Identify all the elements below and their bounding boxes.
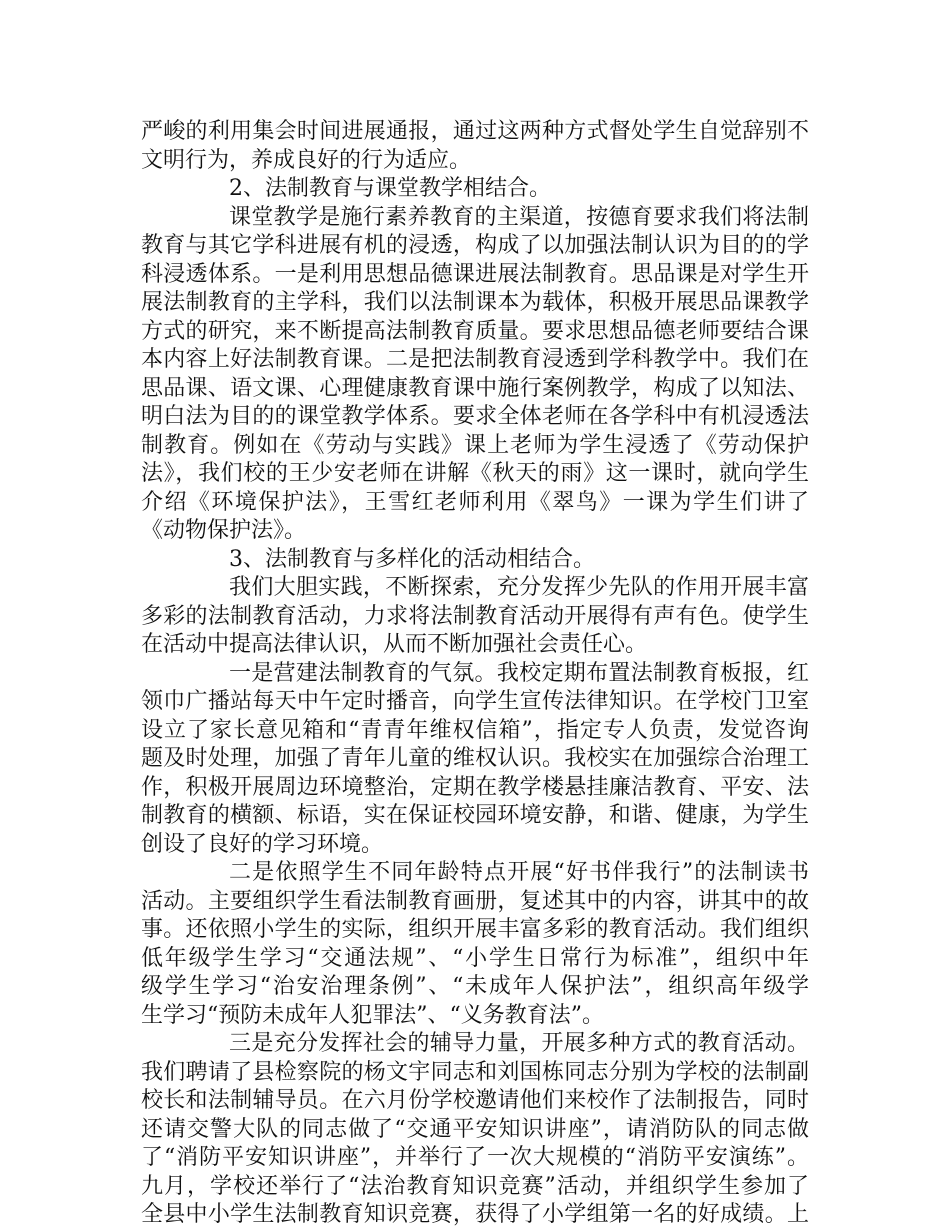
text-line: 一是营建法制教育的气氛。我校定期布置法制教育板报，红 bbox=[229, 660, 809, 686]
text-line: 课堂教学是施行素养教育的主渠道，按德育要求我们将法制 bbox=[229, 204, 809, 230]
document-body bbox=[141, 118, 809, 1230]
text-line: 了“消防平安知识讲座”，并举行了一次大规模的“消防平安演练”。 bbox=[141, 1145, 809, 1170]
text-line: 文明行为，养成良好的行为适应。 bbox=[141, 147, 472, 173]
text-line: 在活动中提高法律认识，从而不断加强社会责任心。 bbox=[141, 632, 648, 657]
section-heading: 3、法制教育与多样化的活动相结合。 bbox=[229, 546, 595, 572]
text-line: 领巾广播站每天中午定时播音，向学生宣传法律知识。在学校门卫室 bbox=[141, 689, 809, 714]
text-line: 低年级学生学习“交通法规”、“小学生日常行为标准”，组织中年 bbox=[141, 945, 809, 971]
text-line: 制教育。例如在《劳动与实践》课上老师为学生浸透了《劳动保护 bbox=[141, 432, 809, 458]
section-heading: 2、法制教育与课堂教学相结合。 bbox=[229, 176, 551, 201]
text-line: 题及时处理，加强了青年儿童的维权认识。我校实在加强综合治理工 bbox=[141, 746, 809, 771]
text-line: 级学生学习“治安治理条例”、“未成年人保护法”，组织高年级学 bbox=[141, 974, 809, 999]
text-line: 法》，我们校的王少安老师在讲解《秋天的雨》这一课时，就向学生 bbox=[141, 461, 809, 486]
text-line: 《动物保护法》。 bbox=[141, 518, 307, 543]
text-line: 二是依照学生不同年龄特点开展“好书伴我行”的法制读书 bbox=[229, 860, 809, 885]
text-line: 我们聘请了县检察院的杨文宇同志和刘国栋同志分别为学校的法制副 bbox=[141, 1059, 809, 1085]
text-line: 科浸透体系。一是利用思想品德课进展法制教育。思品课是对学生开 bbox=[141, 261, 809, 287]
text-line: 校长和法制辅导员。在六月份学校邀请他们来校作了法制报告，同时 bbox=[141, 1088, 809, 1113]
text-line: 方式的研究，来不断提高法制教育质量。要求思想品德老师要结合课 bbox=[141, 318, 809, 344]
text-line: 教育与其它学科进展有机的浸透，构成了以加强法制认识为目的的学 bbox=[141, 233, 809, 258]
text-line: 还请交警大队的同志做了“交通平安知识讲座”，请消防队的同志做 bbox=[141, 1116, 809, 1142]
text-line: 全县中小学生法制教育知识竞赛，获得了小学组第一名的好成绩。上 bbox=[141, 1202, 809, 1227]
text-line: 我们大胆实践，不断探索，充分发挥少先队的作用开展丰富 bbox=[229, 575, 809, 600]
text-line: 生学习“预防未成年人犯罪法”、“义务教育法”。 bbox=[141, 1002, 604, 1028]
text-line: 严峻的利用集会时间进展通报，通过这两种方式督处学生自觉辞别不 bbox=[141, 119, 809, 144]
text-line: 三是充分发挥社会的辅导力量，开展多种方式的教育活动。 bbox=[229, 1031, 809, 1056]
text-line: 活动。主要组织学生看法制教育画册，复述其中的内容，讲其中的故 bbox=[141, 888, 809, 914]
text-line: 制教育的横额、标语，实在保证校园环境安静，和谐、健康，为学生 bbox=[141, 803, 809, 828]
text-line: 作，积极开展周边环境整治，定期在教学楼悬挂廉洁教育、平安、法 bbox=[141, 774, 809, 800]
text-line: 明白法为目的的课堂教学体系。要求全体老师在各学科中有机浸透法 bbox=[141, 404, 809, 429]
text-line: 设立了家长意见箱和“青青年维权信箱”，指定专人负责，发觉咨询 bbox=[141, 717, 809, 743]
text-line: 创设了良好的学习环境。 bbox=[141, 831, 384, 857]
text-line: 展法制教育的主学科，我们以法制课本为载体，积极开展思品课教学 bbox=[141, 290, 809, 315]
text-line: 事。还依照小学生的实际，组织开展丰富多彩的教育活动。我们组织 bbox=[141, 917, 809, 942]
text-line: 思品课、语文课、心理健康教育课中施行案例教学，构成了以知法、 bbox=[141, 375, 809, 401]
text-line: 介绍《环境保护法》，王雪红老师利用《翠鸟》一课为学生们讲了 bbox=[141, 489, 809, 515]
text-line: 多彩的法制教育活动，力求将法制教育活动开展得有声有色。使学生 bbox=[141, 603, 809, 629]
text-line: 本内容上好法制教育课。二是把法制教育浸透到学科教学中。我们在 bbox=[141, 347, 809, 372]
text-line: 九月，学校还举行了“法治教育知识竞赛”活动，并组织学生参加了 bbox=[141, 1173, 809, 1199]
